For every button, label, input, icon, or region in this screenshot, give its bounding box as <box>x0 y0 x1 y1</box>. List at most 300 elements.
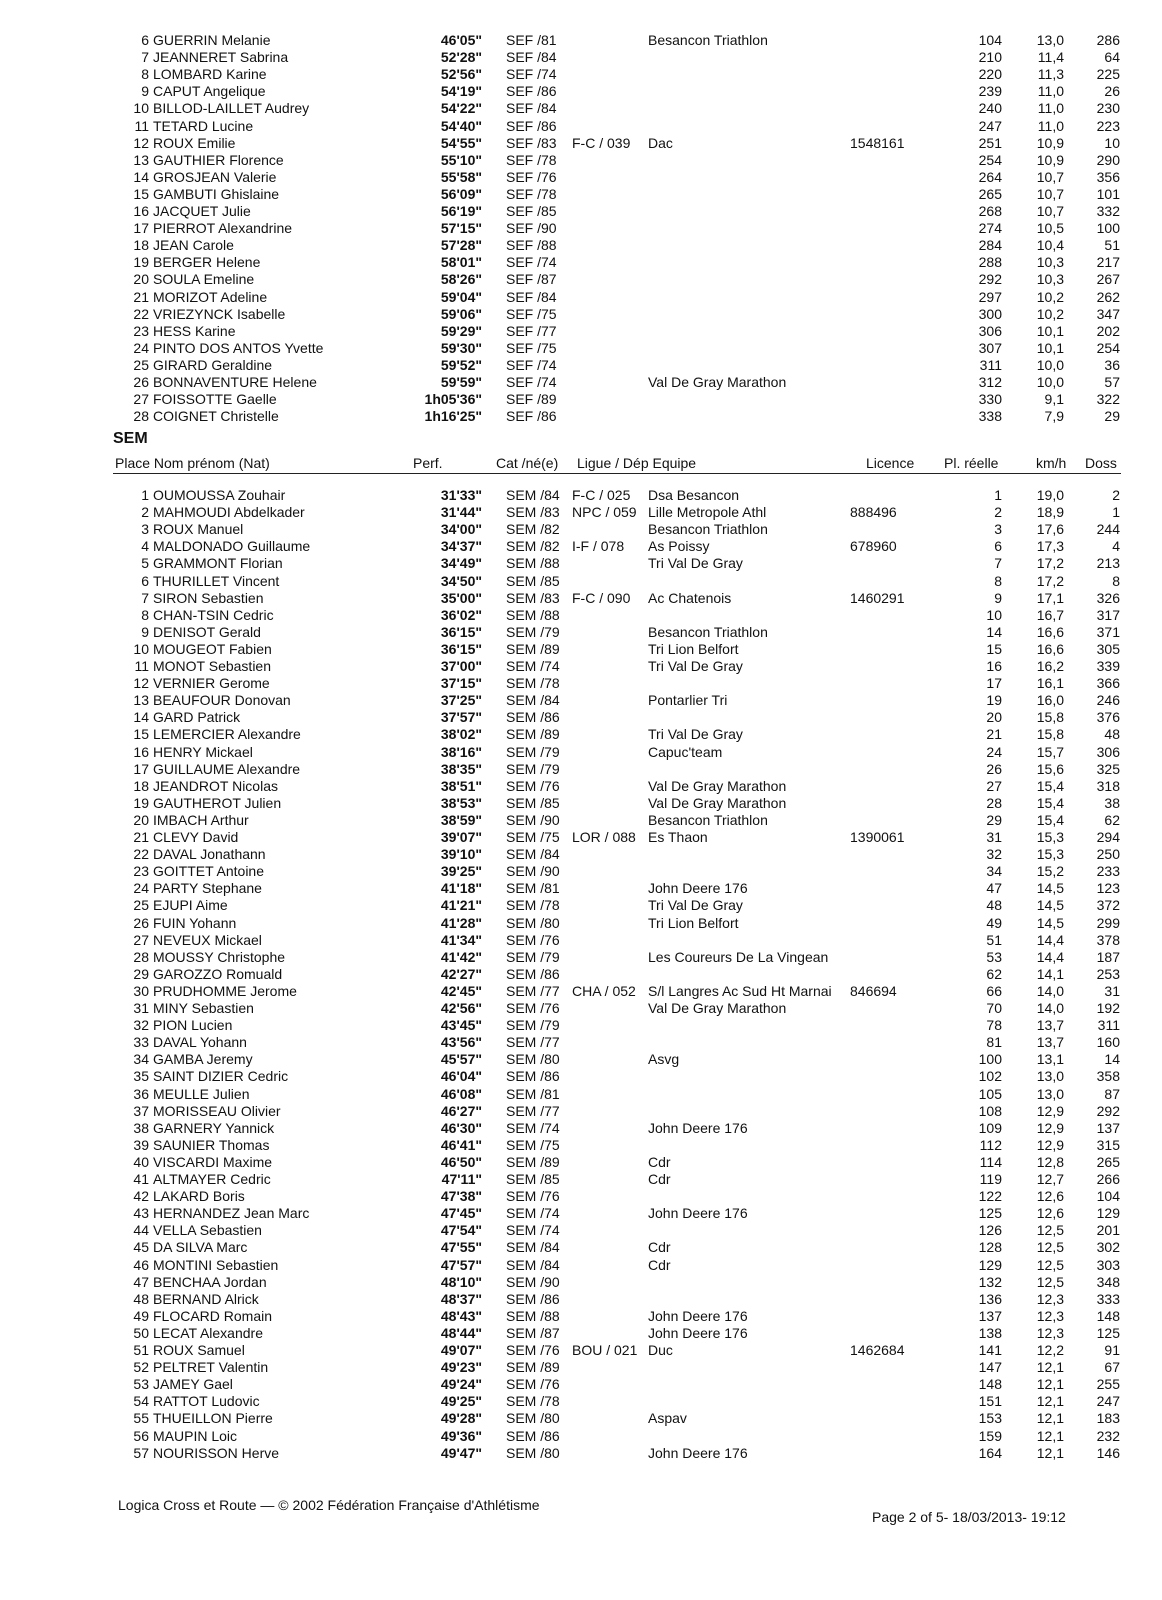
cell-place: 20 <box>133 271 149 288</box>
table-row <box>0 118 1162 135</box>
cell-name: HERNANDEZ Jean Marc <box>153 1205 310 1222</box>
cell-name: PINTO DOS ANTOS Yvette <box>153 339 324 356</box>
cell-team: Val De Gray Marathon <box>648 374 787 390</box>
cell-doss: 225 <box>1096 66 1120 83</box>
cell-pl: 48 <box>986 897 1002 914</box>
cell-name: GARD Patrick <box>153 709 241 726</box>
cell-name: GAMBA Jeremy <box>153 1051 253 1068</box>
cell-team: John Deere 176 <box>648 1324 748 1341</box>
cell-team: S/l Langres Ac Sud Ht Marnai <box>648 982 832 999</box>
cell-name: RATTOT Ludovic <box>153 1393 260 1410</box>
cell-place: 12 <box>133 134 149 151</box>
cell-kmh: 12,1 <box>1036 1410 1064 1427</box>
cell-pl: 78 <box>986 1017 1002 1034</box>
cell-name: JACQUET Julie <box>153 203 251 219</box>
cell-place: 12 <box>133 675 149 692</box>
table-row <box>0 357 1162 374</box>
cell-pl: 148 <box>978 1376 1002 1393</box>
cell-place: 5 <box>141 555 149 572</box>
cell-cat: SEM /74 <box>506 658 560 674</box>
cell-doss: 57 <box>1104 374 1120 390</box>
cell-doss: 91 <box>1104 1342 1120 1358</box>
cell-place: 42 <box>133 1188 149 1205</box>
cell-pl: 247 <box>978 117 1002 134</box>
cell-doss: 305 <box>1096 640 1120 657</box>
cell-pl: 239 <box>978 83 1002 100</box>
cell-name: GRAMMONT Florian <box>153 555 283 572</box>
cell-name: ALTMAYER Cedric <box>153 1171 271 1187</box>
cell-licence: 1462684 <box>850 1342 905 1358</box>
cell-perf: 56'09" <box>440 185 482 202</box>
cell-place: 9 <box>141 623 149 640</box>
cell-place: 2 <box>141 504 149 521</box>
cell-ligue: CHA / 052 <box>572 982 636 999</box>
table-row <box>0 538 1162 555</box>
cell-doss: 376 <box>1096 709 1120 726</box>
cell-team: Val De Gray Marathon <box>648 777 787 794</box>
cell-name: GUILLAUME Alexandre <box>153 760 301 777</box>
cell-cat: SEM /77 <box>506 982 560 999</box>
cell-kmh: 12,3 <box>1036 1290 1064 1307</box>
cell-doss: 232 <box>1096 1427 1120 1444</box>
cell-cat: SEM /78 <box>506 675 560 692</box>
table-row <box>0 83 1162 100</box>
cell-pl: 31 <box>986 829 1002 845</box>
table-row <box>0 1205 1162 1222</box>
cell-doss: 253 <box>1096 965 1120 982</box>
cell-doss: 213 <box>1096 555 1120 572</box>
cell-name: MINY Sebastien <box>153 1000 254 1016</box>
cell-cat: SEM /85 <box>506 1171 560 1187</box>
cell-kmh: 12,9 <box>1036 1102 1064 1119</box>
table-row <box>0 1239 1162 1256</box>
cell-place: 53 <box>133 1376 149 1393</box>
cell-pl: 20 <box>986 709 1002 726</box>
cell-doss: 292 <box>1096 1102 1120 1119</box>
cell-name: SIRON Sebastien <box>153 589 264 606</box>
table-row <box>0 897 1162 914</box>
cell-doss: 290 <box>1096 151 1120 168</box>
cell-place: 23 <box>133 863 149 880</box>
cell-place: 16 <box>133 743 149 760</box>
cell-cat: SEF /90 <box>506 220 557 237</box>
cell-licence: 846694 <box>850 982 897 999</box>
cell-cat: SEM /83 <box>506 504 560 521</box>
cell-ligue: BOU / 021 <box>572 1342 638 1358</box>
cell-team: Tri Lion Belfort <box>648 640 739 657</box>
cell-perf: 42'27" <box>440 965 482 982</box>
cell-kmh: 10,4 <box>1036 237 1064 254</box>
cell-name: ROUX Samuel <box>153 1342 245 1358</box>
cell-kmh: 16,1 <box>1036 675 1064 692</box>
cell-kmh: 12,9 <box>1036 1136 1064 1153</box>
cell-kmh: 12,1 <box>1036 1427 1064 1444</box>
cell-place: 26 <box>133 914 149 931</box>
cell-cat: SEM /79 <box>506 743 560 760</box>
cell-pl: 311 <box>979 356 1002 373</box>
cell-doss: 306 <box>1096 743 1120 760</box>
cell-perf: 39'25" <box>440 863 482 880</box>
cell-perf: 37'15" <box>440 675 482 692</box>
cell-place: 17 <box>133 220 149 237</box>
header-kmh: km/h <box>1036 455 1067 471</box>
cell-kmh: 12,2 <box>1036 1342 1064 1358</box>
table-row <box>0 254 1162 271</box>
cell-ligue: LOR / 088 <box>572 829 636 845</box>
cell-doss: 67 <box>1104 1359 1120 1376</box>
cell-pl: 81 <box>986 1034 1002 1051</box>
cell-perf: 46'27" <box>440 1102 482 1119</box>
cell-perf: 38'59" <box>440 811 482 828</box>
cell-doss: 48 <box>1104 726 1120 743</box>
cell-perf: 49'07" <box>440 1342 482 1358</box>
cell-name: PELTRET Valentin <box>153 1359 269 1376</box>
cell-doss: 299 <box>1096 914 1120 931</box>
cell-name: BENCHAA Jordan <box>153 1273 267 1290</box>
table-row <box>0 1154 1162 1171</box>
cell-doss: 347 <box>1096 305 1120 322</box>
cell-cat: SEF /74 <box>506 66 557 83</box>
cell-doss: 326 <box>1096 589 1120 606</box>
cell-cat: SEM /80 <box>506 1051 560 1068</box>
cell-team: Ac Chatenois <box>648 589 732 606</box>
cell-cat: SEM /80 <box>506 914 560 931</box>
cell-cat: SEM /75 <box>506 829 560 845</box>
cell-name: DAVAL Yohann <box>153 1034 247 1051</box>
table-row <box>0 1445 1162 1462</box>
cell-doss: 10 <box>1104 134 1120 151</box>
cell-kmh: 10,2 <box>1036 288 1064 305</box>
cell-kmh: 14,5 <box>1036 897 1064 914</box>
cell-kmh: 13,1 <box>1036 1051 1064 1068</box>
header-ligue-equipe: Ligue / Dép Equipe <box>577 455 697 471</box>
cell-cat: SEM /83 <box>506 589 560 606</box>
cell-pl: 112 <box>979 1136 1002 1153</box>
cell-pl: 3 <box>994 521 1002 538</box>
cell-cat: SEF /84 <box>506 288 557 305</box>
cell-place: 14 <box>133 168 149 185</box>
cell-pl: 141 <box>978 1342 1002 1358</box>
table-row <box>0 1308 1162 1325</box>
cell-kmh: 15,3 <box>1036 846 1064 863</box>
cell-doss: 322 <box>1096 391 1120 408</box>
cell-cat: SEF /84 <box>506 49 557 66</box>
cell-kmh: 17,2 <box>1036 555 1064 572</box>
cell-team: Val De Gray Marathon <box>648 1000 787 1016</box>
cell-team: Aspav <box>648 1410 687 1427</box>
cell-name: MOUGEOT Fabien <box>153 640 272 657</box>
cell-perf: 37'57" <box>440 709 482 726</box>
cell-cat: SEM /79 <box>506 760 560 777</box>
cell-name: VERNIER Gerome <box>153 675 270 692</box>
cell-pl: 109 <box>978 1119 1002 1136</box>
cell-kmh: 14,1 <box>1036 965 1064 982</box>
cell-kmh: 17,2 <box>1036 572 1064 589</box>
cell-doss: 378 <box>1096 931 1120 948</box>
table-row <box>0 1068 1162 1085</box>
cell-name: MORISSEAU Olivier <box>153 1102 281 1119</box>
table-row <box>0 1359 1162 1376</box>
cell-perf: 57'28" <box>440 237 482 254</box>
cell-name: FLOCARD Romain <box>153 1307 273 1324</box>
table-row <box>0 1086 1162 1103</box>
cell-team: Besancon Triathlon <box>648 623 768 640</box>
cell-place: 19 <box>133 794 149 811</box>
cell-pl: 53 <box>986 948 1002 965</box>
table-row <box>0 1376 1162 1393</box>
cell-doss: 358 <box>1096 1068 1120 1085</box>
table-row <box>0 1291 1162 1308</box>
table-row <box>0 624 1162 641</box>
cell-pl: 34 <box>986 863 1002 880</box>
table-row <box>0 237 1162 254</box>
cell-perf: 46'08" <box>440 1085 482 1102</box>
cell-cat: SEM /86 <box>506 965 560 982</box>
cell-perf: 1h05'36" <box>424 391 482 408</box>
cell-name: BILLOD-LAILLET Audrey <box>153 100 310 117</box>
cell-name: TETARD Lucine <box>153 117 254 134</box>
cell-cat: SEM /76 <box>506 1188 560 1205</box>
cell-kmh: 12,5 <box>1036 1239 1064 1256</box>
cell-kmh: 17,1 <box>1036 589 1064 606</box>
cell-name: BERNAND Alrick <box>153 1290 259 1307</box>
cell-kmh: 14,0 <box>1036 1000 1064 1016</box>
cell-pl: 254 <box>978 151 1002 168</box>
cell-doss: 192 <box>1096 1000 1120 1016</box>
cell-kmh: 14,4 <box>1036 948 1064 965</box>
cell-team: Cdr <box>648 1171 671 1187</box>
cell-pl: 47 <box>986 880 1002 897</box>
cell-perf: 42'56" <box>440 1000 482 1016</box>
cell-name: SAUNIER Thomas <box>153 1136 270 1153</box>
cell-name: LOMBARD Karine <box>153 66 267 83</box>
cell-kmh: 13,7 <box>1036 1017 1064 1034</box>
cell-perf: 38'16" <box>440 743 482 760</box>
cell-doss: 247 <box>1096 1393 1120 1410</box>
cell-pl: 138 <box>978 1324 1002 1341</box>
cell-place: 8 <box>141 606 149 623</box>
cell-place: 34 <box>133 1051 149 1068</box>
cell-doss: 64 <box>1104 49 1120 66</box>
cell-doss: 125 <box>1096 1324 1120 1341</box>
cell-pl: 125 <box>978 1205 1002 1222</box>
cell-team: John Deere 176 <box>648 880 748 897</box>
cell-pl: 153 <box>978 1410 1002 1427</box>
cell-name: THUEILLON Pierre <box>153 1410 273 1427</box>
cell-cat: SEM /88 <box>506 1307 560 1324</box>
cell-doss: 31 <box>1104 982 1120 999</box>
cell-pl: 126 <box>978 1222 1002 1239</box>
cell-place: 31 <box>133 1000 149 1016</box>
cell-name: MAUPIN Loic <box>153 1427 238 1444</box>
cell-perf: 49'36" <box>440 1427 482 1444</box>
cell-name: GAROZZO Romuald <box>153 965 283 982</box>
cell-doss: 246 <box>1096 692 1120 709</box>
cell-kmh: 16,0 <box>1036 692 1064 709</box>
cell-name: GAMBUTI Ghislaine <box>153 185 280 202</box>
cell-ligue: F-C / 025 <box>572 487 631 503</box>
cell-doss: 160 <box>1096 1034 1120 1051</box>
cell-place: 11 <box>134 658 149 674</box>
cell-pl: 66 <box>986 982 1002 999</box>
cell-pl: 300 <box>978 305 1002 322</box>
table-row <box>0 323 1162 340</box>
cell-kmh: 17,3 <box>1036 538 1064 555</box>
cell-pl: 220 <box>978 66 1002 83</box>
cell-perf: 48'10" <box>440 1273 482 1290</box>
cell-pl: 15 <box>986 640 1002 657</box>
cell-pl: 17 <box>986 675 1002 692</box>
cell-pl: 104 <box>978 32 1002 48</box>
cell-perf: 49'23" <box>440 1359 482 1376</box>
cell-team: Cdr <box>648 1256 671 1273</box>
cell-kmh: 10,1 <box>1036 339 1064 356</box>
cell-name: FUIN Yohann <box>153 914 237 931</box>
cell-perf: 46'50" <box>440 1153 482 1170</box>
cell-name: BONNAVENTURE Helene <box>153 374 317 390</box>
cell-cat: SEF /78 <box>506 185 557 202</box>
cell-cat: SEF /74 <box>506 254 557 271</box>
cell-perf: 59'04" <box>440 288 482 305</box>
cell-cat: SEM /80 <box>506 1410 560 1427</box>
cell-place: 27 <box>133 931 149 948</box>
table-row <box>0 1103 1162 1120</box>
table-row <box>0 966 1162 983</box>
cell-doss: 230 <box>1096 100 1120 117</box>
cell-perf: 49'24" <box>440 1376 482 1393</box>
cell-name: CLEVY David <box>153 829 239 845</box>
cell-kmh: 10,1 <box>1036 322 1064 339</box>
cell-doss: 265 <box>1096 1153 1120 1170</box>
cell-pl: 330 <box>978 391 1002 408</box>
table-row <box>0 590 1162 607</box>
cell-perf: 45'57" <box>440 1051 482 1068</box>
cell-place: 21 <box>133 288 149 305</box>
cell-perf: 49'47" <box>440 1444 482 1461</box>
cell-doss: 187 <box>1096 948 1120 965</box>
cell-team: Asvg <box>648 1051 680 1068</box>
cell-place: 16 <box>133 203 149 219</box>
cell-cat: SEM /78 <box>506 1393 560 1410</box>
cell-place: 7 <box>141 49 149 66</box>
cell-ligue: F-C / 090 <box>572 589 631 606</box>
cell-cat: SEF /87 <box>506 271 557 288</box>
cell-place: 3 <box>141 521 149 538</box>
cell-pl: 51 <box>986 931 1002 948</box>
cell-place: 38 <box>133 1119 149 1136</box>
cell-place: 28 <box>133 408 149 425</box>
cell-place: 8 <box>141 66 149 83</box>
cell-kmh: 10,0 <box>1036 374 1064 390</box>
cell-doss: 372 <box>1096 897 1120 914</box>
cell-perf: 39'07" <box>440 829 482 845</box>
cell-place: 10 <box>133 100 149 117</box>
cell-doss: 8 <box>1112 572 1120 589</box>
cell-kmh: 12,5 <box>1036 1273 1064 1290</box>
table-row <box>0 1051 1162 1068</box>
cell-pl: 14 <box>986 623 1002 640</box>
cell-kmh: 14,5 <box>1036 880 1064 897</box>
cell-pl: 288 <box>978 254 1002 271</box>
cell-name: DAVAL Jonathann <box>153 846 266 863</box>
cell-place: 33 <box>133 1034 149 1051</box>
cell-doss: 333 <box>1096 1290 1120 1307</box>
cell-team: John Deere 176 <box>648 1307 748 1324</box>
table-row <box>0 1257 1162 1274</box>
cell-name: DENISOT Gerald <box>153 623 261 640</box>
cell-pl: 128 <box>978 1239 1002 1256</box>
cell-name: GAUTHEROT Julien <box>153 794 282 811</box>
table-row <box>0 778 1162 795</box>
table-row <box>0 1428 1162 1445</box>
cell-doss: 137 <box>1096 1119 1120 1136</box>
cell-kmh: 13,0 <box>1036 1085 1064 1102</box>
cell-place: 35 <box>133 1068 149 1085</box>
cell-pl: 129 <box>978 1256 1002 1273</box>
table-row <box>0 555 1162 572</box>
cell-pl: 26 <box>986 760 1002 777</box>
cell-cat: SEF /78 <box>506 151 557 168</box>
table-row <box>0 675 1162 692</box>
cell-perf: 59'52" <box>440 356 482 373</box>
cell-cat: SEM /86 <box>506 709 560 726</box>
cell-kmh: 12,6 <box>1036 1205 1064 1222</box>
cell-kmh: 12,6 <box>1036 1188 1064 1205</box>
cell-cat: SEF /86 <box>506 117 557 134</box>
cell-ligue: NPC / 059 <box>572 504 637 521</box>
cell-name: THURILLET Vincent <box>153 572 280 589</box>
cell-perf: 55'10" <box>440 151 482 168</box>
cell-team: Tri Val De Gray <box>648 726 743 743</box>
cell-kmh: 11,0 <box>1037 83 1064 100</box>
cell-team: Besancon Triathlon <box>648 811 768 828</box>
cell-doss: 123 <box>1096 880 1120 897</box>
cell-pl: 265 <box>978 185 1002 202</box>
table-row <box>0 100 1162 117</box>
cell-name: PARTY Stephane <box>153 880 262 897</box>
cell-team: Tri Val De Gray <box>648 897 743 914</box>
cell-perf: 41'28" <box>440 914 482 931</box>
cell-place: 47 <box>133 1273 149 1290</box>
cell-kmh: 12,9 <box>1036 1119 1064 1136</box>
cell-name: NOURISSON Herve <box>153 1444 280 1461</box>
cell-cat: SEM /82 <box>506 521 560 538</box>
cell-place: 45 <box>133 1239 149 1256</box>
cell-team: Tri Val De Gray <box>648 555 743 572</box>
cell-team: Es Thaon <box>648 829 708 845</box>
cell-doss: 356 <box>1096 168 1120 185</box>
cell-perf: 46'30" <box>440 1119 482 1136</box>
cell-cat: SEF /75 <box>506 305 557 322</box>
cell-kmh: 15,4 <box>1036 811 1064 828</box>
cell-name: VELLA Sebastien <box>153 1222 262 1239</box>
cell-doss: 36 <box>1104 356 1120 373</box>
cell-cat: SEM /90 <box>506 1273 560 1290</box>
cell-cat: SEF /76 <box>506 168 557 185</box>
cell-cat: SEM /86 <box>506 1290 560 1307</box>
cell-name: OUMOUSSA Zouhair <box>153 487 286 503</box>
cell-cat: SEM /76 <box>506 931 560 948</box>
cell-pl: 100 <box>978 1051 1002 1068</box>
cell-pl: 49 <box>986 914 1002 931</box>
footer-page-info: Page 2 of 5- 18/03/2013- 19:12 <box>872 1509 1066 1525</box>
cell-perf: 47'54" <box>440 1222 482 1239</box>
cell-place: 13 <box>133 692 149 709</box>
cell-cat: SEF /88 <box>506 237 557 254</box>
cell-doss: 366 <box>1096 675 1120 692</box>
cell-cat: SEM /85 <box>506 572 560 589</box>
cell-pl: 28 <box>986 794 1002 811</box>
